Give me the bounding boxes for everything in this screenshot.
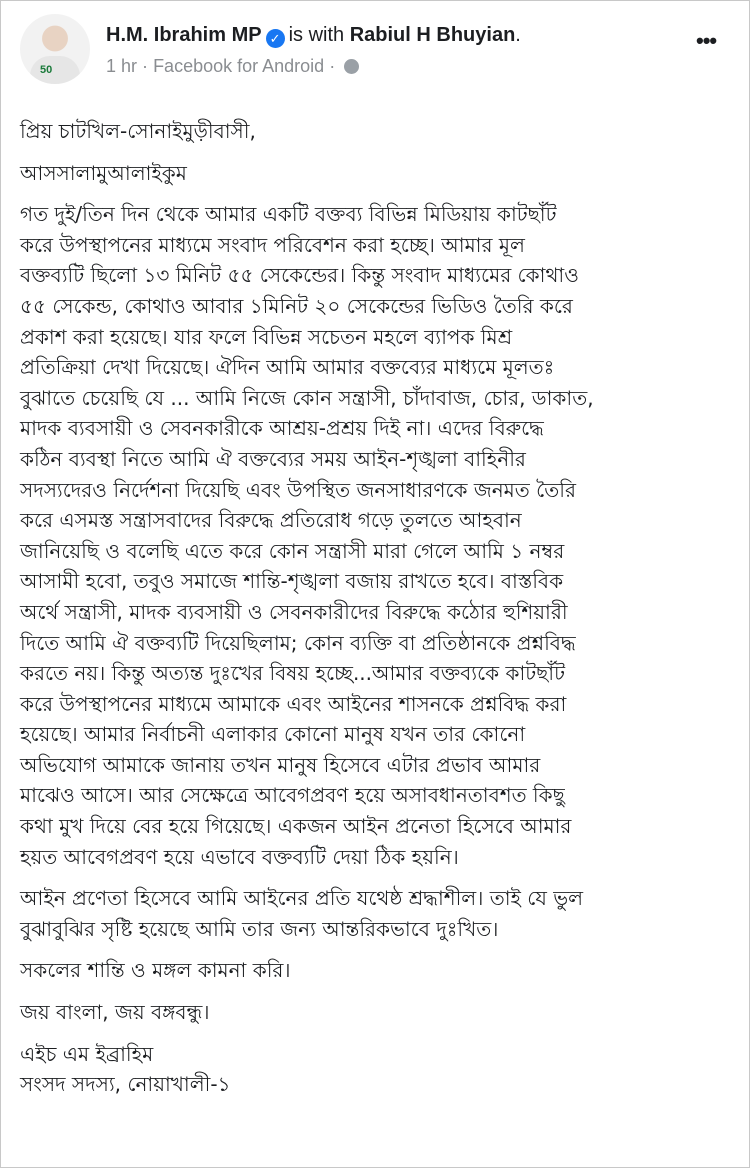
author-avatar[interactable] [20,14,90,84]
avatar-photo [30,56,80,84]
separator: · [329,56,336,76]
verified-check-icon: ✓ [266,29,285,48]
globe-icon[interactable] [344,59,359,74]
post-paragraph [20,883,740,944]
post-time[interactable]: 1 hr [106,56,138,76]
post-text-line: সংসদ সদস্য, নোয়াখালী-১ [20,1072,231,1097]
period: . [515,24,521,46]
post-text-line: কঠিন ব্যবস্থা নিতে আমি ঐ বক্তব্যের সময় আইন-শৃঙ্খলা বাহিনীর [20,446,526,471]
post-text-line: আসামী হবো, তবুও সমাজে শান্তি-শৃঙ্খলা বজায় রাখতে হবে। বাস্তবিক [20,569,564,594]
post-text-line: আইন প্রণেতা হিসেবে আমি আইনের প্রতি যথেষ্ঠ শ্রদ্ধাশীল। তাই যে ভুল [20,886,584,911]
post-text-line: বুঝাতে চেয়েছি যে ... আমি নিজে কোন সন্ত্রাসী, চাঁদাবাজ, চোর, ডাকাত, [20,385,594,410]
author-name[interactable]: H.M. Ibrahim MP [106,24,262,46]
post-text-line: বুঝাবুঝির সৃষ্টি হয়েছে আমি তার জন্য আন্তরিকভাবে দুঃখিত। [20,916,499,941]
post-paragraph [20,1039,740,1100]
post-text-line: জানিয়েছি ও বলেছি এতে করে কোন সন্ত্রাসী মারা গেলে আমি ১ নম্বর [20,538,565,563]
post-meta [106,56,359,77]
post-text-line: দিতে আমি ঐ বক্তব্যটি দিয়েছিলাম; কোন ব্যক্তি বা প্রতিষ্ঠানকে প্রশ্নবিদ্ধ [20,630,576,655]
post-text-line: গত দুই/তিন দিন থেকে আমার একটি বক্তব্য বিভিন্ন মিডিয়ায় কাটছাঁট [20,202,557,227]
post-paragraph [20,116,740,147]
post-text-line: করে এসমস্ত সন্ত্রাসবাদের বিরুদ্ধে প্রতিরোধ গড়ে তুলতে আহবান [20,508,522,533]
post-text-line: এইচ এম ইব্রাহিম [20,1041,154,1066]
avatar-badge: 50 [40,64,53,76]
post-text-line: সকলের শান্তি ও মঙ্গল কামনা করি। [20,958,291,983]
post-text-line: মাদক ব্যবসায়ী ও সেবনকারীকে আশ্রয়-প্রশ্রয় দিই না। এদের বিরুদ্ধে [20,416,544,441]
post-text-line: করে উপস্থাপনের মাধ্যমে আমাকে এবং আইনের শাসনকে প্রশ্নবিদ্ধ করা [20,691,567,716]
post-paragraph [20,199,740,872]
post-text-line: প্রতিক্রিয়া দেখা দিয়েছে। ঐদিন আমি আমার বক্তব্যের মাধ্যমে মূলতঃ [20,355,555,380]
post-text-line: প্রকাশ করা হয়েছে। যার ফলে বিভিন্ন সচেতন মহলে ব্যাপক মিশ্র [20,324,513,349]
post-text-line: অর্থে সন্ত্রাসী, মাদক ব্যবসায়ী ও সেবনকারীদের বিরুদ্ধে কঠোর হুশিয়ারী [20,599,568,624]
post-text-line: হয়ত আবেগপ্রবণ হয়ে এভাবে বক্তব্যটি দেয়া ঠিক হয়নি। [20,844,459,869]
post-paragraph [20,955,740,986]
with-text: is with [288,24,345,46]
post-text-line: করে উপস্থাপনের মাধ্যমে সংবাদ পরিবেশন করা হচ্ছে। আমার মূল [20,232,525,257]
tagged-user[interactable]: Rabiul H Bhuyian [349,24,516,46]
post-text-line: প্রিয় চাটখিল-সোনাইমুড়ীবাসী, [20,119,256,143]
post-paragraph [20,997,740,1028]
more-options-button[interactable]: ••• [696,28,717,53]
post-text-line: বক্তব্যটি ছিলো ১৩ মিনিট ৫৫ সেকেন্ডের। কিন্তু সংবাদ মাধ্যমের কোথাও [20,263,579,288]
post-text-line: করতে নয়। কিন্তু অত্যন্ত দুঃখের বিষয় হচ্ছে...আমার বক্তব্যকে কাটছাঁট [20,661,565,686]
post-text-line: জয় বাংলা, জয় বঙ্গবন্ধু। [20,1000,210,1025]
post-text-line: আসসালামুআলাইকুম [20,160,187,185]
post-text-line: হয়েছে। আমার নির্বাচনী এলাকার কোনো মানুষ যখন তার কোনো [20,722,526,747]
post-text-line: অভিযোগ আমাকে জানায় তখন মানুষ হিসেবে এটার প্রভাব আমার [20,752,541,777]
post-body [20,116,740,1111]
post-paragraph [20,158,740,189]
post-source: Facebook for Android [153,56,325,76]
post-text-line: মাঝেও আসে। আর সেক্ষেত্রে আবেগপ্রবণ হয়ে অসাবধানতাবশত কিছু [20,783,565,808]
separator: · [142,56,149,76]
post-header [106,24,521,48]
post-text-line: ৫৫ সেকেন্ড, কোথাও আবার ১মিনিট ২০ সেকেন্ডের ভিডিও তৈরি করে [20,293,573,318]
post-text-line: কথা মুখ দিয়ে বের হয়ে গিয়েছে। একজন আইন প্রনেতা হিসেবে আমার [20,814,572,839]
post-text-line: সদস্যদেরও নির্দেশনা দিয়েছি এবং উপস্থিত জনসাধারণকে জনমত তৈরি [20,477,576,502]
